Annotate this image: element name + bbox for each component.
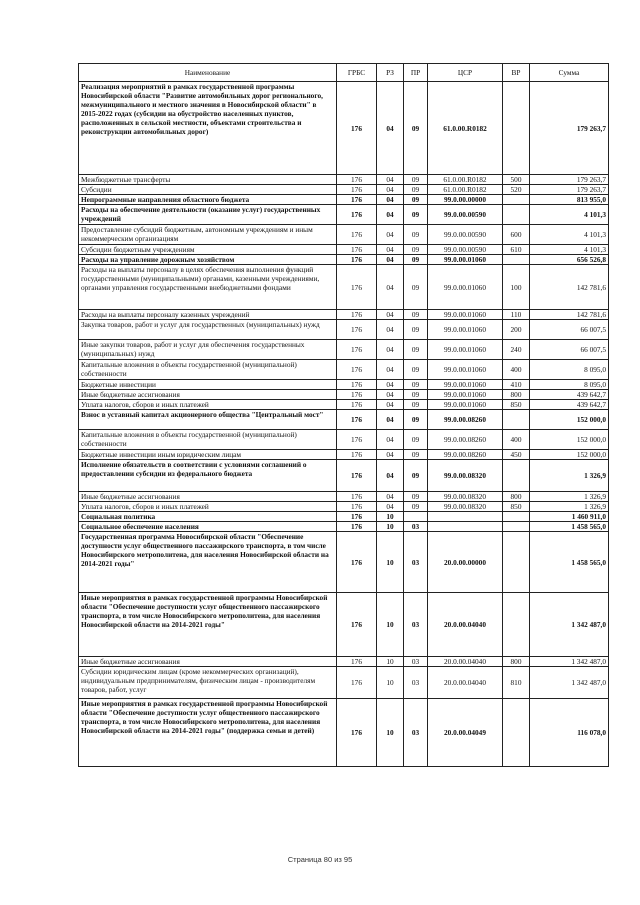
- table-body: [79, 82, 609, 767]
- cell-sum: 66 007,5: [530, 340, 609, 360]
- cell-grbs: 176: [337, 225, 377, 245]
- cell-vr: 800: [503, 390, 530, 400]
- cell-csr: 99.0.00.08260: [428, 450, 503, 460]
- cell-name: Расходы на управление дорожным хозяйством: [79, 255, 337, 265]
- cell-grbs: 176: [337, 450, 377, 460]
- cell-rz: 04: [377, 320, 404, 340]
- cell-vr: 110: [503, 310, 530, 320]
- cell-rz: 04: [377, 380, 404, 390]
- cell-grbs: 176: [337, 390, 377, 400]
- cell-vr: 600: [503, 225, 530, 245]
- cell-vr: 400: [503, 430, 530, 450]
- table-row: [79, 492, 609, 502]
- cell-grbs: 176: [337, 502, 377, 512]
- cell-rz: 04: [377, 400, 404, 410]
- cell-pr: 09: [404, 450, 428, 460]
- cell-sum: 142 781,6: [530, 265, 609, 310]
- cell-sum: 4 101,3: [530, 245, 609, 255]
- cell-pr: 09: [404, 265, 428, 310]
- table-row: [79, 532, 609, 593]
- cell-pr: 09: [404, 82, 428, 175]
- cell-name: Взнос в уставный капитал акционерного общества "Центральный мост": [79, 410, 337, 430]
- cell-sum: 1 342 487,0: [530, 657, 609, 667]
- cell-name: Бюджетные инвестиции иным юридическим лицам: [79, 450, 337, 460]
- cell-csr: 99.0.00.01060: [428, 340, 503, 360]
- cell-grbs: 176: [337, 245, 377, 255]
- cell-csr: 20.0.00.04040: [428, 657, 503, 667]
- cell-name: Расходы на выплаты персоналу казенных учреждений: [79, 310, 337, 320]
- cell-grbs: 176: [337, 492, 377, 502]
- cell-csr: 99.0.00.01060: [428, 320, 503, 340]
- cell-grbs: 176: [337, 522, 377, 532]
- cell-vr: 240: [503, 340, 530, 360]
- cell-rz: 04: [377, 82, 404, 175]
- cell-grbs: 176: [337, 410, 377, 430]
- cell-pr: 09: [404, 205, 428, 225]
- cell-vr: 610: [503, 245, 530, 255]
- table-row: [79, 82, 609, 175]
- page-number: Страница 80 из 95: [287, 855, 353, 864]
- cell-rz: 10: [377, 522, 404, 532]
- cell-name: Непрограммные направления областного бюджета: [79, 195, 337, 205]
- header-vr: ВР: [503, 64, 530, 82]
- cell-rz: 10: [377, 532, 404, 593]
- cell-pr: 09: [404, 380, 428, 390]
- cell-vr: [503, 522, 530, 532]
- cell-rz: 04: [377, 265, 404, 310]
- cell-sum: 1 458 565,0: [530, 522, 609, 532]
- cell-csr: 99.0.00.01060: [428, 400, 503, 410]
- cell-name: Иные мероприятия в рамках государственной программы Новосибирской области "Обеспечение доступности услуг общественного пассажирского транспорта, в том числе Новосибирского метрополитена, для населения Новосибирской области на 2014-2021 годы" (поддержка семьи и детей): [79, 699, 337, 767]
- cell-sum: 1 326,9: [530, 460, 609, 492]
- cell-csr: 99.0.00.01060: [428, 310, 503, 320]
- cell-csr: 99.0.00.00590: [428, 205, 503, 225]
- cell-name: Субсидии бюджетным учреждениям: [79, 245, 337, 255]
- cell-rz: 04: [377, 245, 404, 255]
- cell-name: Исполнение обязательств в соответствии с условиями соглашений о предоставлении субсидии из федерального бюджета: [79, 460, 337, 492]
- cell-rz: 04: [377, 502, 404, 512]
- cell-pr: 09: [404, 360, 428, 380]
- cell-name: Социальная политика: [79, 512, 337, 522]
- cell-pr: 09: [404, 492, 428, 502]
- cell-vr: 800: [503, 657, 530, 667]
- cell-name: Капитальные вложения в объекты государственной (муниципальной) собственности: [79, 360, 337, 380]
- cell-pr: 09: [404, 245, 428, 255]
- cell-sum: 813 955,0: [530, 195, 609, 205]
- cell-name: Расходы на обеспечение деятельности (оказание услуг) государственных учреждений: [79, 205, 337, 225]
- cell-rz: 04: [377, 310, 404, 320]
- cell-csr: 99.0.00.01060: [428, 390, 503, 400]
- cell-grbs: 176: [337, 82, 377, 175]
- cell-rz: 04: [377, 390, 404, 400]
- table-row: [79, 185, 609, 195]
- cell-pr: 09: [404, 310, 428, 320]
- cell-pr: 09: [404, 195, 428, 205]
- cell-pr: 03: [404, 657, 428, 667]
- table-row: [79, 450, 609, 460]
- cell-grbs: 176: [337, 667, 377, 699]
- cell-sum: 1 342 487,0: [530, 667, 609, 699]
- cell-rz: 04: [377, 340, 404, 360]
- cell-csr: 99.0.00.00000: [428, 195, 503, 205]
- header-grbs: ГРБС: [337, 64, 377, 82]
- cell-grbs: 176: [337, 205, 377, 225]
- cell-pr: 09: [404, 400, 428, 410]
- cell-rz: 04: [377, 175, 404, 185]
- table-row: [79, 593, 609, 657]
- cell-sum: 4 101,3: [530, 225, 609, 245]
- cell-grbs: 176: [337, 265, 377, 310]
- cell-name: Субсидии: [79, 185, 337, 195]
- cell-grbs: 176: [337, 460, 377, 492]
- table-row: [79, 255, 609, 265]
- cell-vr: [503, 460, 530, 492]
- cell-csr: 99.0.00.01060: [428, 360, 503, 380]
- cell-grbs: 176: [337, 593, 377, 657]
- cell-csr: 99.0.00.08260: [428, 430, 503, 450]
- cell-csr: 61.0.00.R0182: [428, 82, 503, 175]
- table-row: [79, 175, 609, 185]
- cell-grbs: 176: [337, 175, 377, 185]
- cell-csr: 99.0.00.08320: [428, 460, 503, 492]
- cell-name: Уплата налогов, сборов и иных платежей: [79, 400, 337, 410]
- table-row: [79, 512, 609, 522]
- cell-csr: 99.0.00.01060: [428, 380, 503, 390]
- cell-vr: [503, 410, 530, 430]
- cell-name: Закупка товаров, работ и услуг для государственных (муниципальных) нужд: [79, 320, 337, 340]
- cell-sum: 179 263,7: [530, 175, 609, 185]
- cell-sum: 439 642,7: [530, 400, 609, 410]
- cell-sum: 439 642,7: [530, 390, 609, 400]
- cell-name: Иные бюджетные ассигнования: [79, 657, 337, 667]
- cell-csr: 99.0.00.08320: [428, 492, 503, 502]
- cell-grbs: 176: [337, 255, 377, 265]
- cell-rz: 04: [377, 205, 404, 225]
- table-row: [79, 460, 609, 492]
- cell-rz: 10: [377, 512, 404, 522]
- cell-grbs: 176: [337, 195, 377, 205]
- cell-pr: 03: [404, 667, 428, 699]
- cell-name: Иные бюджетные ассигнования: [79, 492, 337, 502]
- cell-sum: 179 263,7: [530, 82, 609, 175]
- cell-csr: [428, 512, 503, 522]
- cell-rz: 04: [377, 460, 404, 492]
- cell-vr: [503, 512, 530, 522]
- cell-csr: 99.0.00.08260: [428, 410, 503, 430]
- cell-rz: 04: [377, 225, 404, 245]
- cell-grbs: 176: [337, 532, 377, 593]
- cell-pr: 09: [404, 502, 428, 512]
- cell-grbs: 176: [337, 360, 377, 380]
- cell-vr: 200: [503, 320, 530, 340]
- table-row: [79, 245, 609, 255]
- cell-sum: 152 000,0: [530, 410, 609, 430]
- cell-sum: 1 458 565,0: [530, 532, 609, 593]
- cell-csr: 61.0.00.R0182: [428, 185, 503, 195]
- cell-sum: 656 526,8: [530, 255, 609, 265]
- cell-name: Социальное обеспечение населения: [79, 522, 337, 532]
- cell-csr: 99.0.00.01060: [428, 255, 503, 265]
- cell-pr: 09: [404, 175, 428, 185]
- cell-grbs: 176: [337, 340, 377, 360]
- cell-rz: 10: [377, 593, 404, 657]
- table-row: [79, 265, 609, 310]
- cell-csr: 99.0.00.08320: [428, 502, 503, 512]
- cell-vr: 410: [503, 380, 530, 390]
- table-row: [79, 340, 609, 360]
- cell-pr: [404, 512, 428, 522]
- cell-name: Реализация мероприятий в рамках государственной программы Новосибирской области "Развитие автомобильных дорог регионального, межмуниципального и местного значения в Новосибирской области" в 2015-2022 годах (субсидии на обустройство населенных пунктов, расположенных в сельской местности, объектами строительства и реконструкции автомобильных дорог): [79, 82, 337, 175]
- table-row: [79, 400, 609, 410]
- cell-csr: 20.0.00.04040: [428, 667, 503, 699]
- table-row: [79, 360, 609, 380]
- cell-csr: 20.0.00.04049: [428, 699, 503, 767]
- cell-rz: 04: [377, 255, 404, 265]
- budget-table: [78, 63, 609, 767]
- cell-rz: 04: [377, 492, 404, 502]
- cell-name: Бюджетные инвестиции: [79, 380, 337, 390]
- table-row: [79, 522, 609, 532]
- table-row: [79, 430, 609, 450]
- cell-vr: [503, 205, 530, 225]
- table-row: [79, 320, 609, 340]
- header-pr: ПР: [404, 64, 428, 82]
- cell-csr: 99.0.00.00590: [428, 245, 503, 255]
- cell-rz: 04: [377, 195, 404, 205]
- cell-vr: 810: [503, 667, 530, 699]
- table-row: [79, 380, 609, 390]
- cell-vr: 850: [503, 502, 530, 512]
- cell-rz: 04: [377, 185, 404, 195]
- cell-rz: 04: [377, 430, 404, 450]
- cell-sum: 179 263,7: [530, 185, 609, 195]
- cell-vr: [503, 82, 530, 175]
- cell-grbs: 176: [337, 380, 377, 390]
- cell-rz: 04: [377, 410, 404, 430]
- cell-rz: 10: [377, 657, 404, 667]
- cell-vr: [503, 532, 530, 593]
- table-row: [79, 502, 609, 512]
- cell-name: Иные закупки товаров, работ и услуг для обеспечения государственных (муниципальных) нужд: [79, 340, 337, 360]
- cell-csr: 20.0.00.00000: [428, 532, 503, 593]
- cell-grbs: 176: [337, 400, 377, 410]
- cell-grbs: 176: [337, 430, 377, 450]
- cell-csr: [428, 522, 503, 532]
- cell-name: Расходы на выплаты персоналу в целях обеспечения выполнения функций государственными (муниципальными) органами, казенными учреждениями, органами управления государственными внебюджетными фондами: [79, 265, 337, 310]
- cell-grbs: 176: [337, 699, 377, 767]
- table-row: [79, 699, 609, 767]
- cell-pr: 09: [404, 320, 428, 340]
- header-csr: ЦСР: [428, 64, 503, 82]
- cell-sum: 142 781,6: [530, 310, 609, 320]
- cell-sum: 1 326,9: [530, 502, 609, 512]
- cell-rz: 10: [377, 699, 404, 767]
- cell-pr: 09: [404, 460, 428, 492]
- cell-grbs: 176: [337, 512, 377, 522]
- cell-sum: 66 007,5: [530, 320, 609, 340]
- cell-pr: 03: [404, 699, 428, 767]
- cell-pr: 09: [404, 390, 428, 400]
- cell-pr: 09: [404, 430, 428, 450]
- cell-pr: 09: [404, 410, 428, 430]
- cell-name: Уплата налогов, сборов и иных платежей: [79, 502, 337, 512]
- cell-vr: 500: [503, 175, 530, 185]
- cell-name: Предоставление субсидий бюджетным, автономным учреждениям и иным некоммерческим организациям: [79, 225, 337, 245]
- header-sum: Сумма: [530, 64, 609, 82]
- cell-sum: 8 095,0: [530, 360, 609, 380]
- cell-csr: 99.0.00.01060: [428, 265, 503, 310]
- cell-pr: 03: [404, 522, 428, 532]
- cell-rz: 04: [377, 360, 404, 380]
- cell-sum: 152 000,0: [530, 430, 609, 450]
- cell-grbs: 176: [337, 310, 377, 320]
- cell-pr: 09: [404, 255, 428, 265]
- cell-name: Межбюджетные трансферты: [79, 175, 337, 185]
- cell-name: Государственная программа Новосибирской области "Обеспечение доступности услуг общественного пассажирского транспорта, в том числе Новосибирского метрополитена, для населения Новосибирской области на 2014-2021 годы": [79, 532, 337, 593]
- cell-vr: 100: [503, 265, 530, 310]
- cell-sum: 116 078,0: [530, 699, 609, 767]
- table-row: [79, 205, 609, 225]
- cell-rz: 04: [377, 450, 404, 460]
- cell-name: Иные бюджетные ассигнования: [79, 390, 337, 400]
- cell-pr: 09: [404, 340, 428, 360]
- cell-vr: 520: [503, 185, 530, 195]
- table-row: [79, 225, 609, 245]
- cell-vr: [503, 255, 530, 265]
- cell-vr: 800: [503, 492, 530, 502]
- cell-sum: 8 095,0: [530, 380, 609, 390]
- table-row: [79, 410, 609, 430]
- cell-vr: [503, 699, 530, 767]
- cell-sum: 152 000,0: [530, 450, 609, 460]
- cell-csr: 99.0.00.00590: [428, 225, 503, 245]
- cell-vr: 400: [503, 360, 530, 380]
- cell-rz: 10: [377, 667, 404, 699]
- cell-grbs: 176: [337, 320, 377, 340]
- cell-name: Иные мероприятия в рамках государственной программы Новосибирской области "Обеспечение доступности услуг общественного пассажирского транспорта, в том числе Новосибирского метрополитена, для населения Новосибирской области на 2014-2021 годы": [79, 593, 337, 657]
- cell-vr: 450: [503, 450, 530, 460]
- cell-grbs: 176: [337, 657, 377, 667]
- cell-name: Субсидии юридическим лицам (кроме некоммерческих организаций), индивидуальным предпринимателям, физическим лицам - производителям товаров, работ, услуг: [79, 667, 337, 699]
- cell-pr: 03: [404, 532, 428, 593]
- cell-vr: 850: [503, 400, 530, 410]
- cell-sum: 1 460 911,0: [530, 512, 609, 522]
- cell-csr: 61.0.00.R0182: [428, 175, 503, 185]
- table-row: [79, 667, 609, 699]
- cell-csr: 20.0.00.04040: [428, 593, 503, 657]
- header-rz: РЗ: [377, 64, 404, 82]
- cell-grbs: 176: [337, 185, 377, 195]
- table-row: [79, 390, 609, 400]
- table-row: [79, 195, 609, 205]
- cell-sum: 4 101,3: [530, 205, 609, 225]
- table-row: [79, 657, 609, 667]
- header-name: Наименование: [79, 64, 337, 82]
- cell-sum: 1 342 487,0: [530, 593, 609, 657]
- table-row: [79, 310, 609, 320]
- cell-pr: 09: [404, 185, 428, 195]
- cell-vr: [503, 195, 530, 205]
- cell-vr: [503, 593, 530, 657]
- cell-pr: 09: [404, 225, 428, 245]
- cell-pr: 03: [404, 593, 428, 657]
- table-header-row: [79, 64, 609, 82]
- cell-sum: 1 326,9: [530, 492, 609, 502]
- cell-name: Капитальные вложения в объекты государственной (муниципальной) собственности: [79, 430, 337, 450]
